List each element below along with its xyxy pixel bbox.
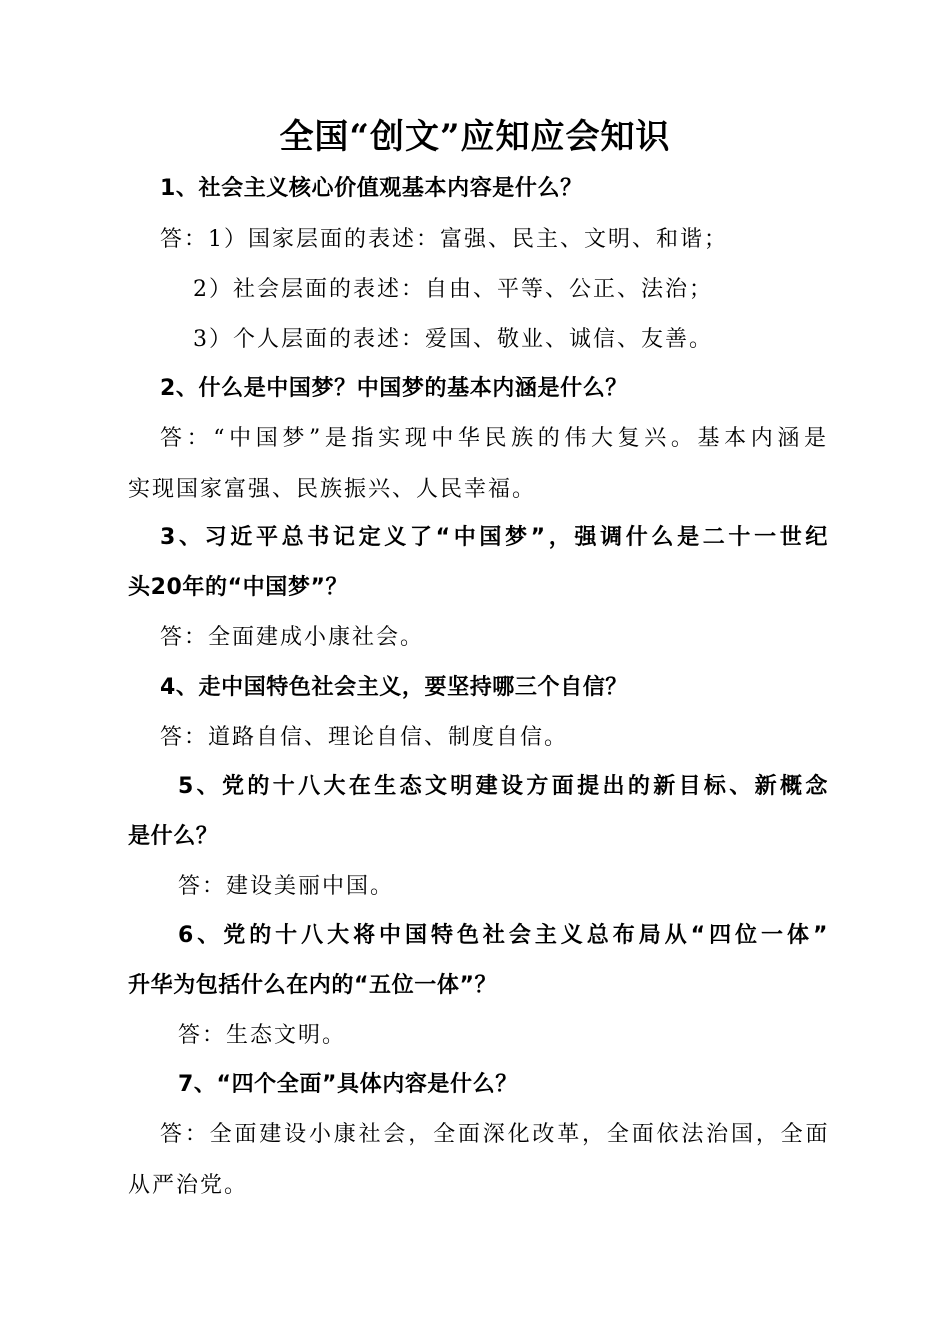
question-3-line-1: 3、习近平总书记定义了“中国梦”，强调什么是二十一世纪 (160, 525, 828, 550)
answer-1-line-1: 答：1）国家层面的表述：富强、民主、文明、和谐； (160, 227, 728, 252)
question-6-line-2: 升华为包括什么在内的“五位一体”？ (128, 973, 498, 998)
question-5-line-1: 5、党的十八大在生态文明建设方面提出的新目标、新概念 (178, 774, 828, 799)
answer-7-line-2: 从严治党。 (128, 1173, 249, 1198)
answer-7-line-1: 答：全面建设小康社会，全面深化改革，全面依法治国，全面 (160, 1122, 828, 1147)
answer-1-line-2: 2）社会层面的表述：自由、平等、公正、法治； (193, 277, 713, 302)
question-5-line-2: 是什么？ (128, 824, 219, 849)
document-title: 全国“创文”应知应会知识 (279, 117, 671, 157)
question-6-line-1: 6、党的十八大将中国特色社会主义总布局从“四位一体” (178, 923, 828, 948)
question-4-line-1: 4、走中国特色社会主义，要坚持哪三个自信？ (160, 675, 628, 700)
answer-5-line-1: 答：建设美丽中国。 (178, 874, 395, 899)
answer-1-line-3: 3）个人层面的表述：爱国、敬业、诚信、友善。 (193, 327, 713, 352)
answer-6-line-1: 答：生态文明。 (178, 1023, 347, 1048)
answer-2-line-2: 实现国家富强、民族振兴、人民幸福。 (128, 477, 537, 502)
question-1-line-1: 1、社会主义核心价值观基本内容是什么？ (160, 176, 583, 201)
question-3-line-2: 头20年的“中国梦”？ (128, 575, 349, 600)
answer-3-line-1: 答：全面建成小康社会。 (160, 625, 425, 650)
question-2-line-1: 2、什么是中国梦？中国梦的基本内涵是什么？ (160, 376, 628, 401)
answer-2-line-1: 答：“中国梦”是指实现中华民族的伟大复兴。基本内涵是 (160, 426, 828, 451)
answer-4-line-1: 答：道路自信、理论自信、制度自信。 (160, 725, 569, 750)
question-7-line-1: 7、“四个全面”具体内容是什么？ (178, 1072, 518, 1097)
